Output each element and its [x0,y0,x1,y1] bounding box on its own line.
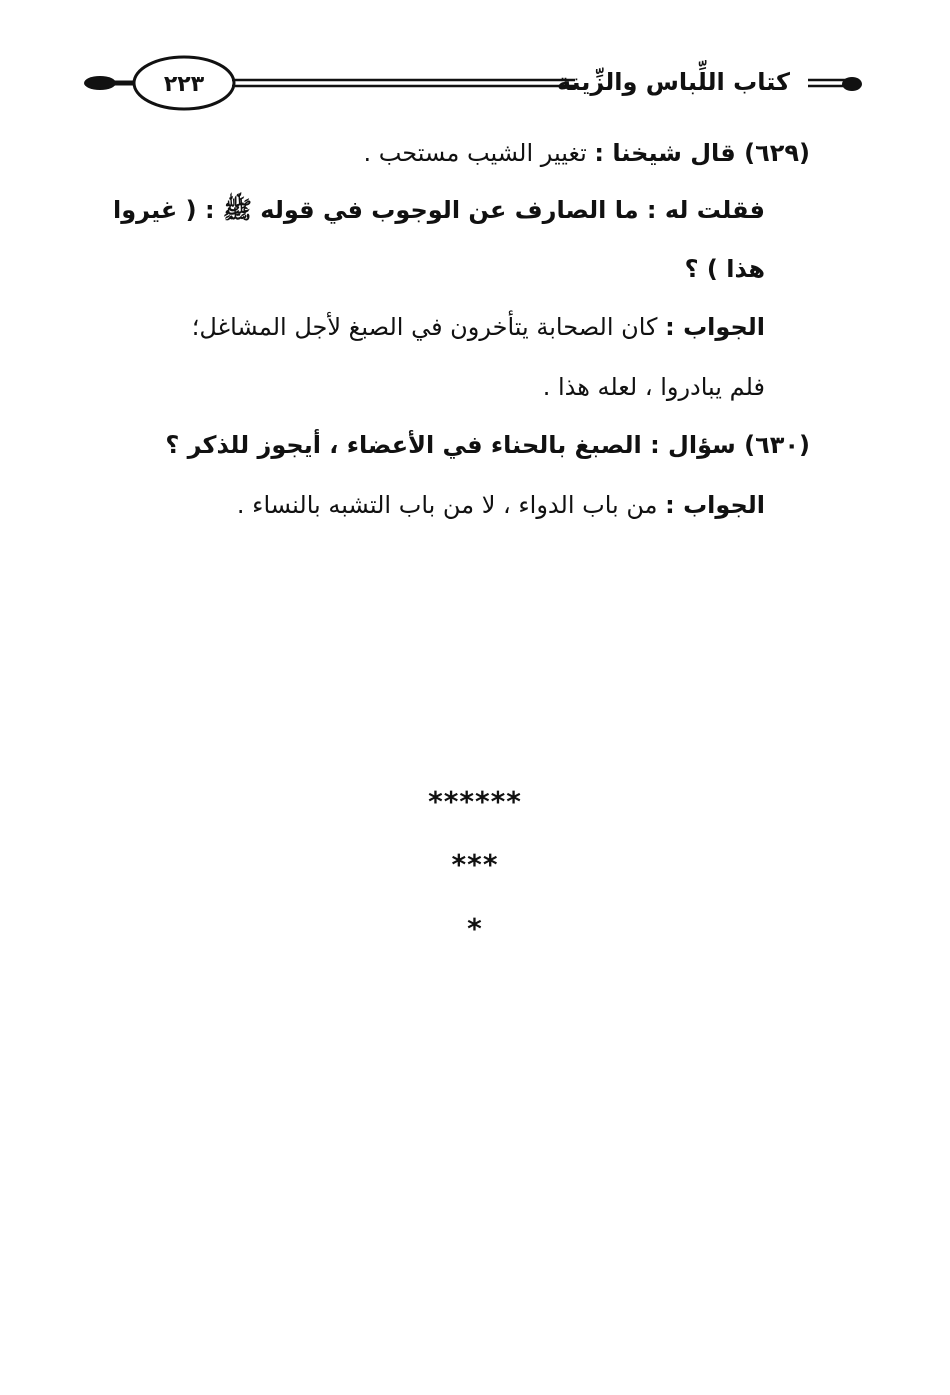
answer-1-label: الجواب : [665,313,765,341]
answer-1-text: كان الصحابة يتأخرون في الصبغ لأجل المشاغل؛ [191,313,666,341]
ornament-stars-row-2: *** [451,848,499,881]
question-629-text: تغيير الشيب مستحب . [363,139,595,167]
running-title: كتاب اللِّباس والزِّينة [556,68,790,96]
page-number: ٢٢٣ [163,71,205,97]
question-629-line [90,138,810,168]
answer-1-line-1 [5,312,765,342]
question-629-label: (٦٢٩) قال شيخنا : [594,139,810,167]
question-630-line: (٦٣٠) سؤال : الصبغ بالحناء في الأعضاء ، أيجوز للذكر ؟ [165,431,810,459]
answer-1-line-2: فلم يبادروا ، لعله هذا . [542,373,765,401]
question-629-follow-line-2: هذا ) ؟ [684,255,765,283]
answer-2-text: من باب الدواء ، لا من باب التشبه بالنساء . [236,491,666,519]
page-header [0,0,950,130]
answer-2-line [45,490,765,520]
ornament-stars-row-1: ****** [428,785,522,818]
answer-2-label: الجواب : [665,491,765,519]
ornament-stars-row-3: * [467,912,483,945]
question-629-follow-line-1: فقلت له : ما الصارف عن الوجوب في قوله ﷺ : ( غيروا [113,196,765,224]
